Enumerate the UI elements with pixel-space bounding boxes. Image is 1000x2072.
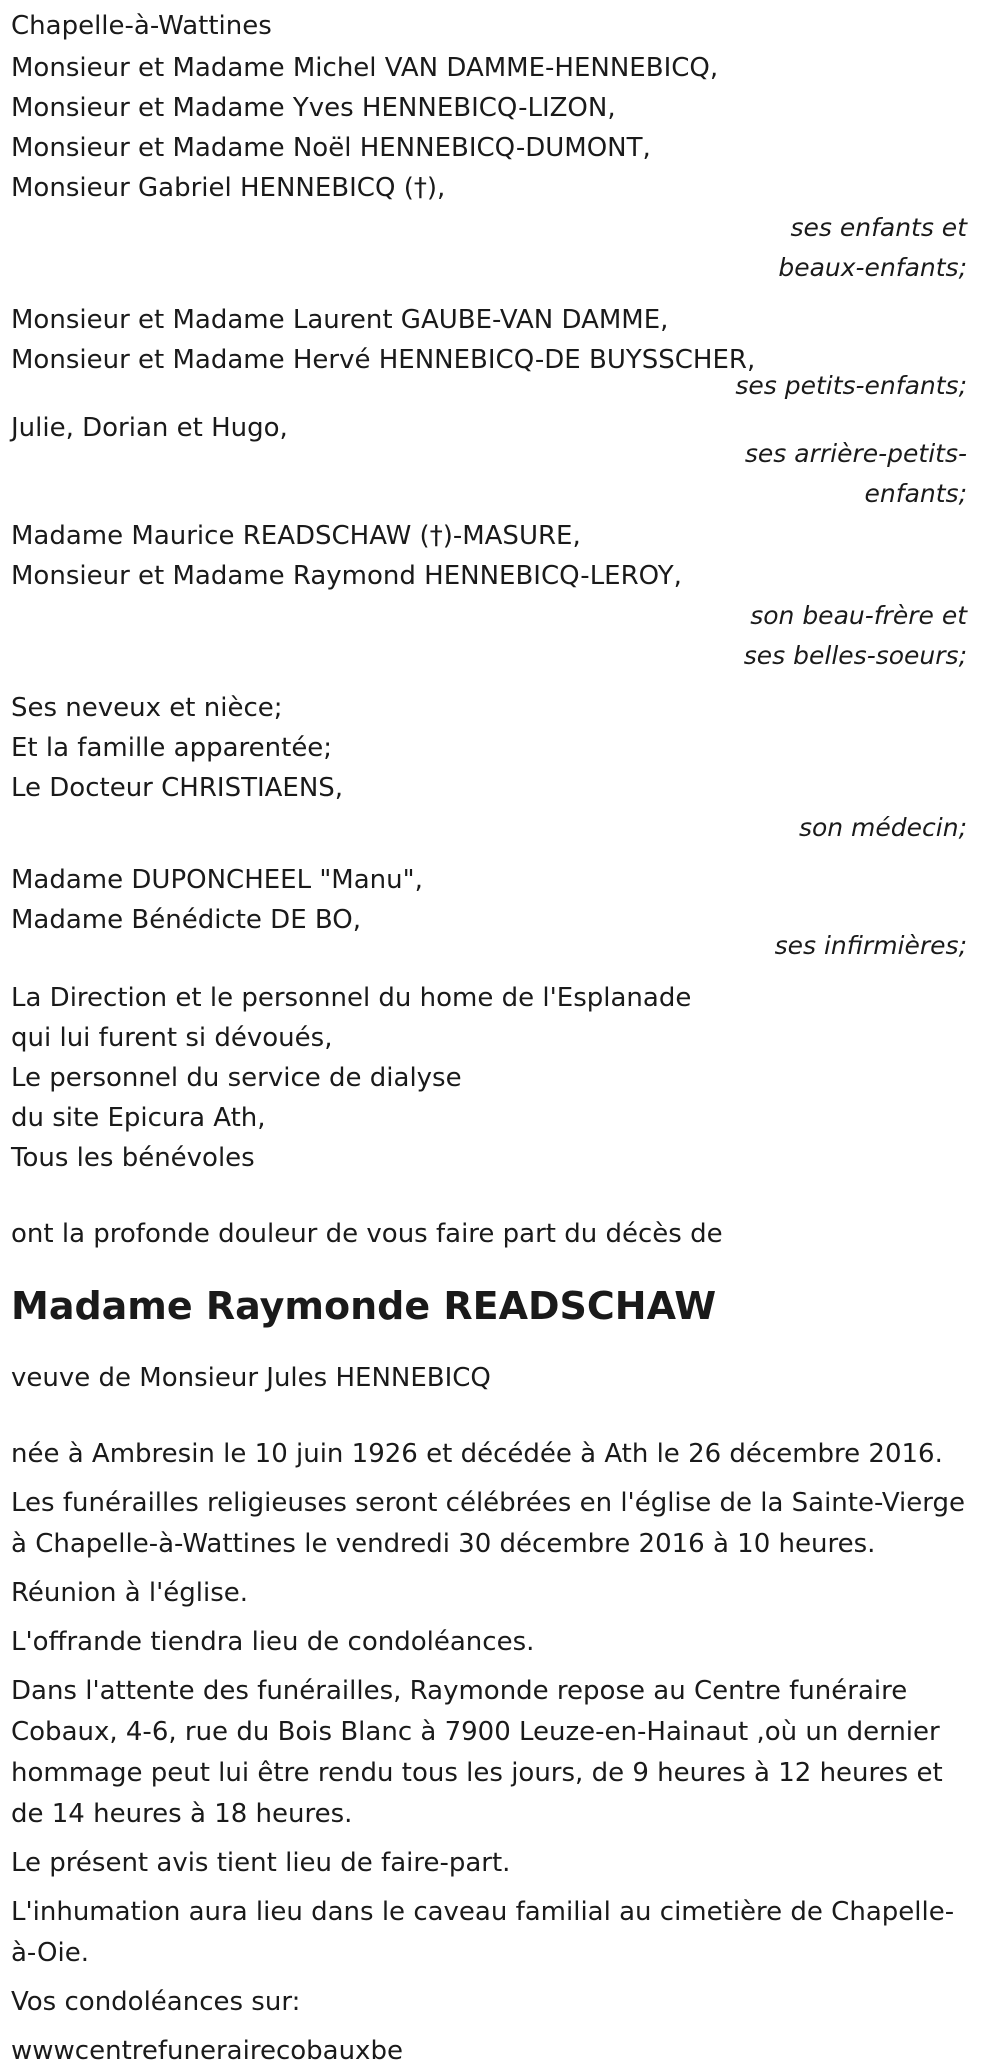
meeting-paragraph: Réunion à l'église. [11,1578,249,1608]
family-line: Monsieur et Madame Hervé HENNEBICQ-DE BUYSSCHER, [11,345,756,375]
condolences-website[interactable]: wwwcentrefunerairecobauxbe [11,2036,403,2066]
place-heading: Chapelle-à-Wattines [11,11,272,41]
family-line: Monsieur Gabriel HENNEBICQ (†), [11,173,446,203]
relation-label: son beau-frère et [750,601,967,630]
great-grandchildren-group [11,408,967,514]
widow-of-text: veuve de Monsieur Jules HENNEBICQ [11,1363,491,1393]
family-line: Le Docteur CHRISTIAENS, [11,773,344,803]
in-laws-group [11,516,967,676]
condolences-label: Vos condoléances sur: [11,1987,301,2017]
family-line: Et la famille apparentée; [11,733,333,763]
relation-label: enfants; [864,479,967,508]
family-line: Julie, Dorian et Hugo, [11,413,288,443]
family-line: du site Epicura Ath, [11,1103,266,1133]
family-line: Tous les bénévoles [11,1143,255,1173]
family-line: Monsieur et Madame Michel VAN DAMME-HENNEBICQ, [11,53,719,83]
relation-label: ses infirmières; [774,931,967,960]
burial-paragraph: L'inhumation aura lieu dans le caveau familial au cimetière de Chapelle-à-Oie. [11,1897,955,1968]
children-group [11,48,967,288]
deceased-name: Madame Raymonde READSCHAW [11,1284,717,1328]
family-line: Le personnel du service de dialyse [11,1063,462,1093]
grandchildren-group [11,300,967,406]
doctor-group [11,688,967,848]
announcement-text: ont la profonde douleur de vous faire part du décès de [11,1219,723,1249]
family-line: Madame DUPONCHEEL "Manu", [11,865,423,895]
relation-label: ses belles-soeurs; [743,641,967,670]
family-line: Monsieur et Madame Raymond HENNEBICQ-LEROY, [11,561,682,591]
relation-label: ses arrière-petits- [744,439,967,468]
family-line: Monsieur et Madame Yves HENNEBICQ-LIZON, [11,93,616,123]
relation-label: beaux-enfants; [778,253,967,282]
others-group [11,978,967,1178]
relation-label: ses enfants et [790,213,967,242]
birth-death-paragraph: née à Ambresin le 10 juin 1926 et décédée à Ath le 26 décembre 2016. [11,1439,943,1469]
family-line: qui lui furent si dévoués, [11,1023,333,1053]
relation-label: ses petits-enfants; [735,371,967,400]
family-line: Madame Bénédicte DE BO, [11,905,361,935]
family-line: Monsieur et Madame Laurent GAUBE-VAN DAMME, [11,305,669,335]
offering-paragraph: L'offrande tiendra lieu de condoléances. [11,1627,535,1657]
family-line: Madame Maurice READSCHAW (†)-MASURE, [11,521,581,551]
family-line: Monsieur et Madame Noël HENNEBICQ-DUMONT, [11,133,651,163]
funeral-paragraph: Les funérailles religieuses seront célébrées en l'église de la Sainte-Vierge à Chapelle-à-Wattines le vendredi 30 décembre 2016 à 10 heures. [11,1488,966,1559]
relation-label: son médecin; [798,813,967,842]
repose-paragraph: Dans l'attente des funérailles, Raymonde repose au Centre funéraire Cobaux, 4-6, rue du Bois Blanc à 7900 Leuze-en-Hainaut ,où un dernier hommage peut lui être rendu tous les jours, de 9 heures à 12 heures et de 14 heures à 18 heures. [11,1676,943,1829]
notice-paragraph: Le présent avis tient lieu de faire-part. [11,1848,511,1878]
nurses-group [11,860,967,966]
family-line: Ses neveux et nièce; [11,693,283,723]
family-line: La Direction et le personnel du home de l'Esplanade [11,983,692,1013]
